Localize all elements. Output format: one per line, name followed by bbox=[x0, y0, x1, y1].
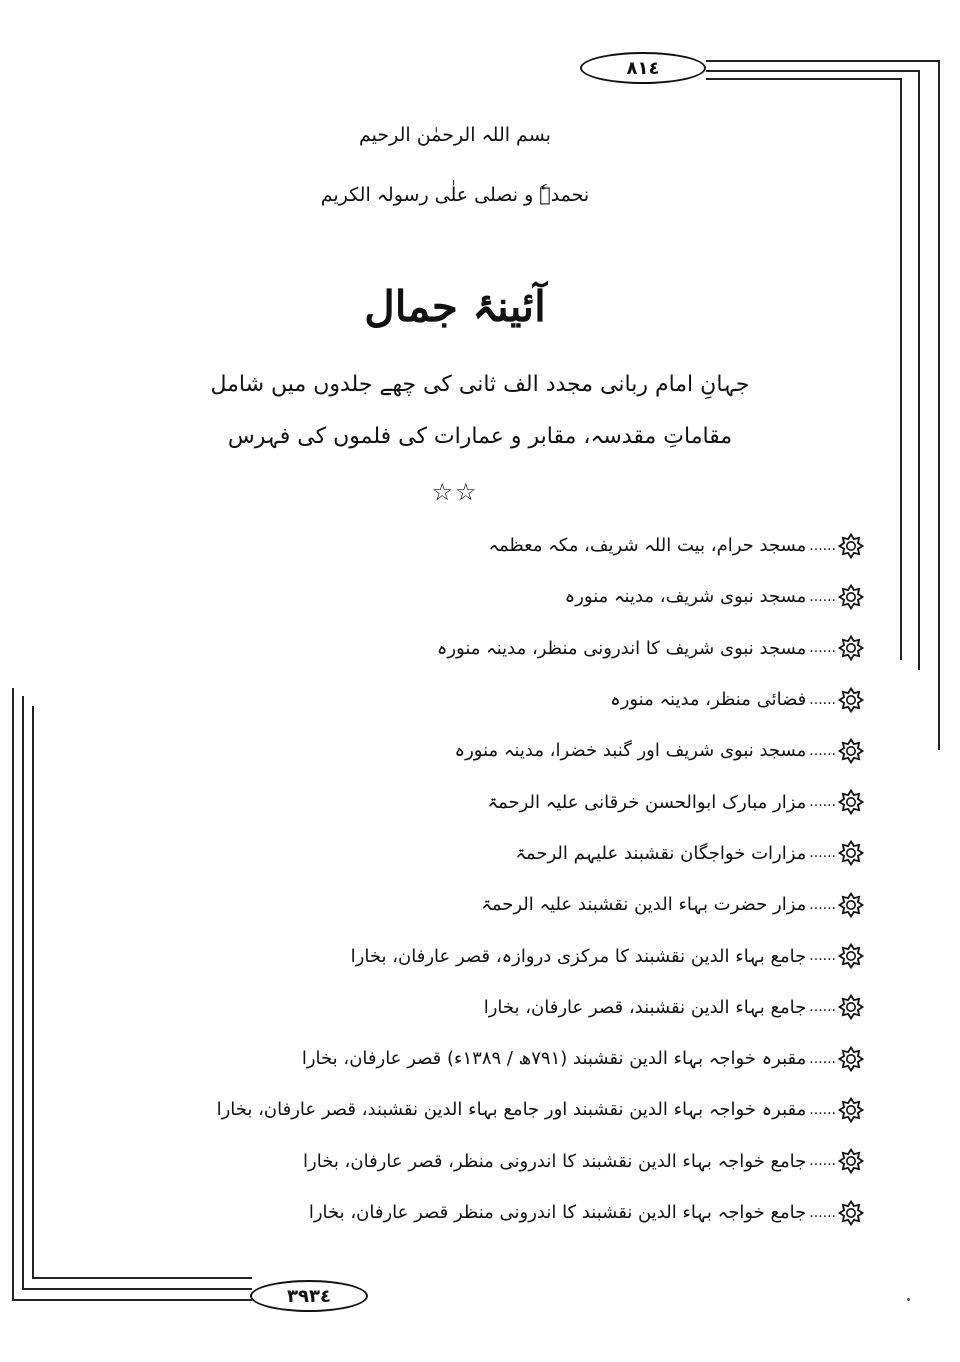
flower-icon bbox=[838, 635, 864, 661]
list-item bbox=[216, 1084, 864, 1135]
bottom-page-number: ٣٩٣٤ bbox=[250, 1280, 368, 1312]
flower-icon bbox=[838, 533, 864, 559]
frame-top-line-inner bbox=[706, 70, 919, 72]
flower-icon bbox=[838, 892, 864, 918]
frame-right-line-outer bbox=[938, 60, 940, 750]
list-item bbox=[244, 776, 864, 827]
flower-icon bbox=[838, 943, 864, 969]
leader-dots: ...... bbox=[809, 1101, 836, 1118]
bismillah-line: بسم اللہ الرحمٰن الرحیم bbox=[359, 124, 551, 146]
list-item-text: جامع بہاء الدین نقشبند، قصر عارفان، بخارا bbox=[483, 996, 807, 1018]
list-item-text: فضائی منظر، مدینہ منورہ bbox=[610, 689, 807, 711]
stars-divider: ☆☆ bbox=[431, 478, 479, 506]
frame-bottom-line-outer bbox=[12, 1299, 252, 1301]
list-item-text: مسجد نبوی شریف کا اندرونی منظر، مدینہ منورہ bbox=[436, 637, 807, 659]
list-item bbox=[244, 725, 864, 776]
list-item bbox=[244, 1033, 864, 1084]
frame-top-line-third bbox=[706, 78, 901, 80]
frame-right-line-third bbox=[900, 78, 902, 660]
subtitle-line-2: مقاماتِ مقدسہ، مقابر و عمارات کی فلموں کی فہرس bbox=[227, 424, 733, 449]
list-item-text: مقبرہ خواجہ بہاء الدین نقشبند اور جامع بہاء الدین نقشبند، قصر عارفان، بخارا bbox=[216, 1099, 807, 1121]
leader-dots: ...... bbox=[809, 896, 836, 913]
list-item-text: مسجد حرام، بیت اللہ شریف، مکہ معظمہ bbox=[488, 535, 807, 557]
frame-right-line-inner bbox=[918, 70, 920, 670]
leader-dots: ...... bbox=[809, 1050, 836, 1067]
list-item-text: مسجد نبوی شریف اور گنبد خضرا، مدینہ منورہ bbox=[454, 740, 807, 762]
list-item bbox=[244, 520, 864, 571]
leader-dots: ...... bbox=[809, 742, 836, 759]
flower-icon bbox=[838, 1097, 864, 1123]
list-item bbox=[244, 930, 864, 981]
list-item-text: مقبرہ خواجہ بہاء الدین نقشبند (۷۹۱ھ / ۱۳۸۹ء) قصر عارفان، بخارا bbox=[301, 1048, 807, 1070]
leader-dots: ...... bbox=[809, 999, 836, 1016]
flower-icon bbox=[838, 738, 864, 764]
frame-left-line-outer bbox=[12, 688, 14, 1300]
list-item bbox=[244, 879, 864, 930]
list-item bbox=[244, 1136, 864, 1187]
page-title: آئینۂ جمال bbox=[364, 282, 546, 331]
list-item bbox=[244, 982, 864, 1033]
list-item-text: مسجد نبوی شریف، مدینہ منورہ bbox=[564, 586, 807, 608]
list-item-text: مزار حضرت بہاء الدین نقشبند علیہ الرحمۃ bbox=[481, 894, 807, 916]
flower-icon bbox=[838, 840, 864, 866]
flower-icon bbox=[838, 1148, 864, 1174]
leader-dots: ...... bbox=[809, 1153, 836, 1170]
flower-icon bbox=[838, 1046, 864, 1072]
leader-dots: ...... bbox=[809, 948, 836, 965]
list-item-text: جامع بہاء الدین نقشبند کا مرکزی دروازہ، قصر عارفان، بخارا bbox=[350, 945, 807, 967]
list-item-text: جامع خواجہ بہاء الدین نقشبند کا اندرونی منظر، قصر عارفان، بخارا bbox=[303, 1150, 807, 1172]
leader-dots: ...... bbox=[809, 691, 836, 708]
scan-speck bbox=[907, 1298, 910, 1301]
list-item bbox=[244, 674, 864, 725]
leader-dots: ...... bbox=[809, 845, 836, 862]
leader-dots: ...... bbox=[809, 1204, 836, 1221]
frame-left-line-inner bbox=[32, 706, 34, 1278]
list-item-text: مزار مبارک ابوالحسن خرقانی علیہ الرحمۃ bbox=[487, 791, 807, 813]
subtitle-line-1: جہانِ امام ربانی مجدد الف ثانی کی چھے جلدوں میں شامل bbox=[210, 372, 750, 397]
leader-dots: ...... bbox=[809, 588, 836, 605]
leader-dots: ...... bbox=[809, 794, 836, 811]
top-page-number: ٨١٤ bbox=[580, 52, 706, 84]
frame-left-line-middle bbox=[22, 696, 24, 1288]
hamd-line: نحمدہٗ و نصلی علٰی رسولہ الکریم bbox=[320, 184, 590, 206]
list-item bbox=[244, 571, 864, 622]
list-item-text: جامع خواجہ بہاء الدین نقشبند کا اندرونی منظر قصر عارفان، بخارا bbox=[308, 1202, 807, 1223]
frame-bottom-line-middle bbox=[22, 1288, 252, 1290]
flower-icon bbox=[838, 1200, 864, 1226]
leader-dots: ...... bbox=[809, 640, 836, 657]
list-item bbox=[244, 1187, 864, 1238]
frame-bottom-line-inner bbox=[32, 1277, 252, 1279]
leader-dots: ...... bbox=[809, 537, 836, 554]
flower-icon bbox=[838, 687, 864, 713]
index-list bbox=[216, 520, 864, 1238]
flower-icon bbox=[838, 584, 864, 610]
list-item bbox=[244, 623, 864, 674]
list-item-text: مزارات خواجگان نقشبند علیہم الرحمۃ bbox=[515, 842, 807, 864]
list-item bbox=[244, 828, 864, 879]
frame-top-line-outer bbox=[706, 60, 939, 62]
flower-icon bbox=[838, 789, 864, 815]
flower-icon bbox=[838, 994, 864, 1020]
